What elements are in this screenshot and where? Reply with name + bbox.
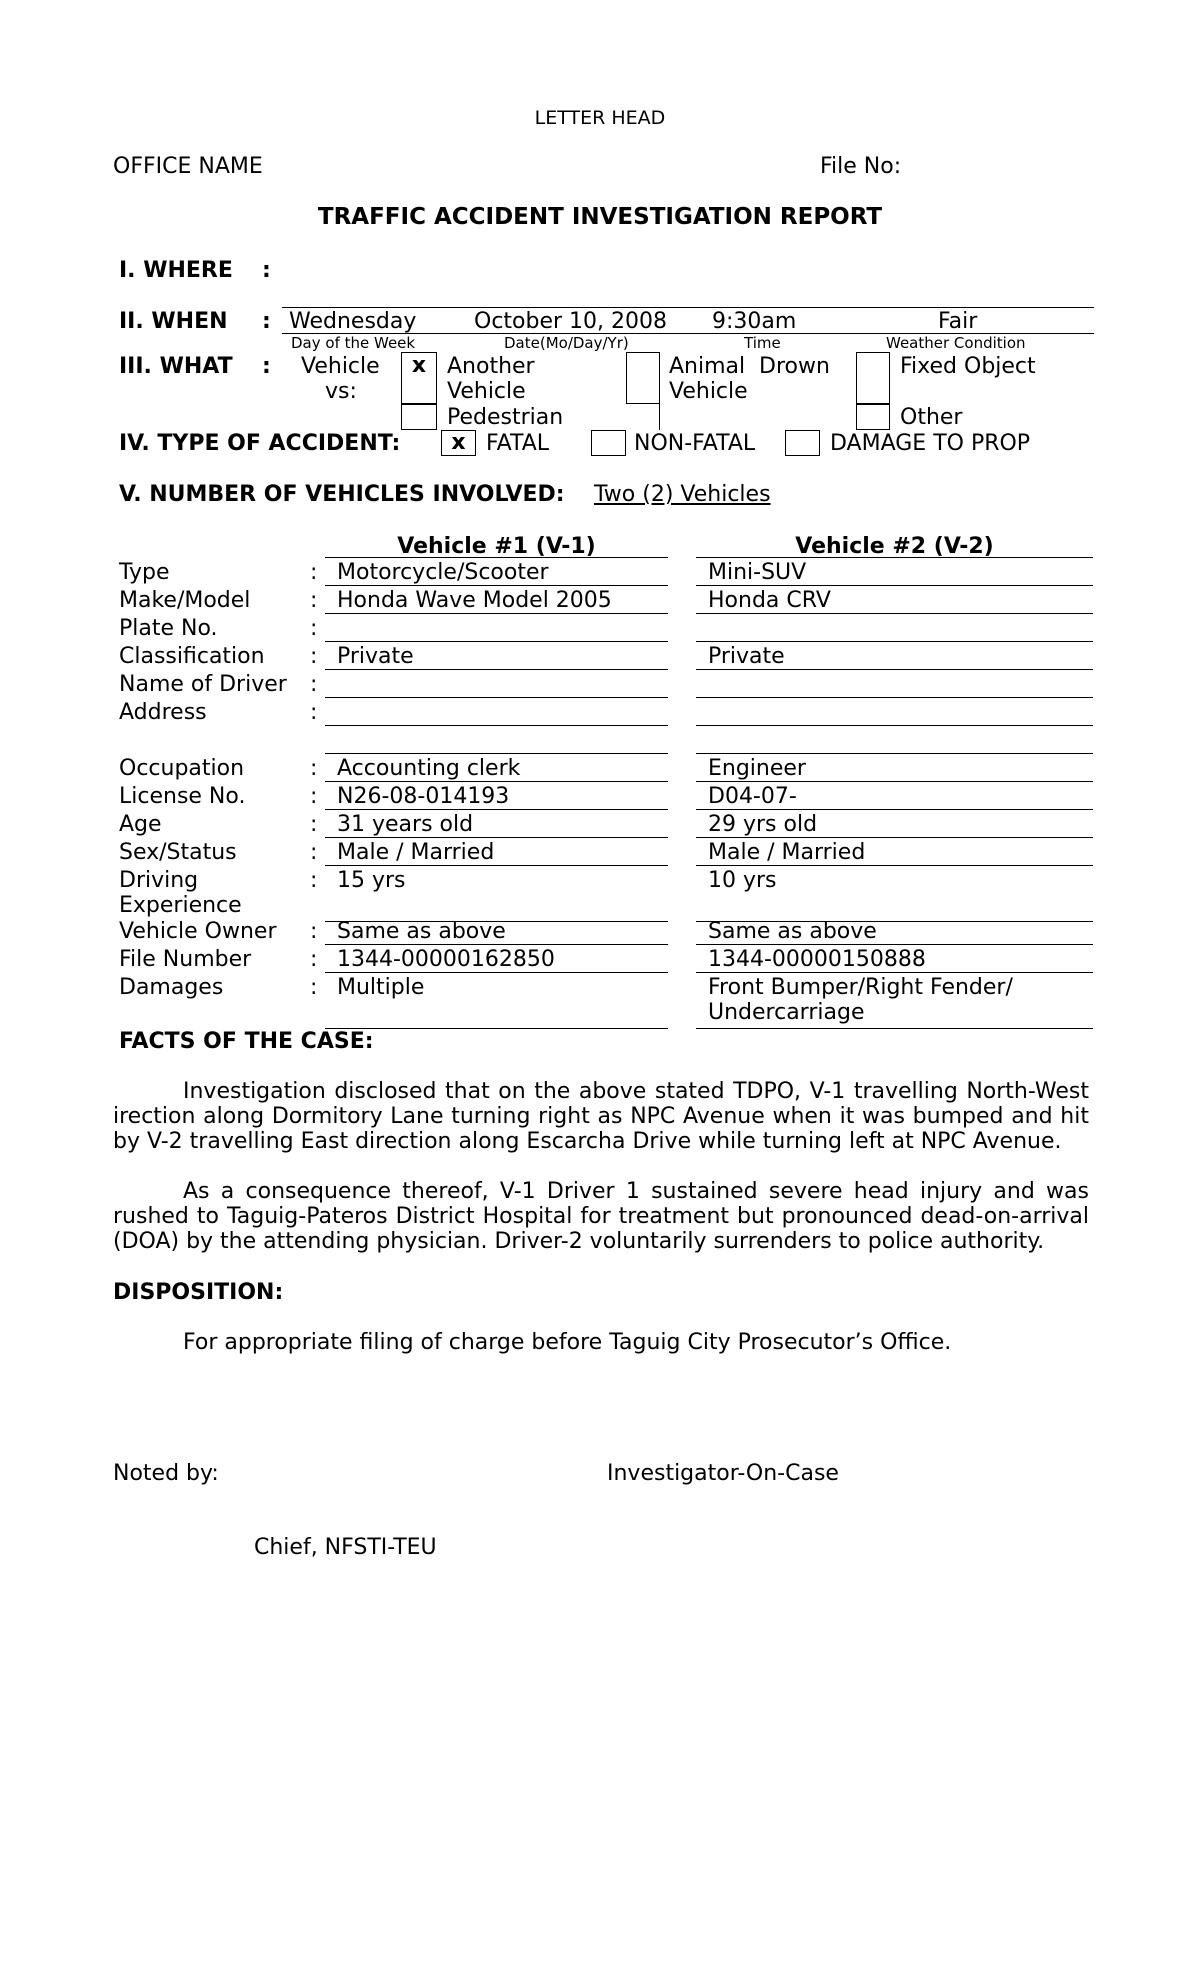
row-label: Sex/Status bbox=[119, 840, 237, 865]
animal-vehicle-checkbox[interactable] bbox=[626, 352, 660, 404]
row-label: License No. bbox=[119, 784, 246, 809]
drown-label: Drown bbox=[759, 354, 830, 379]
when-top-line bbox=[282, 307, 1094, 308]
noted-by: Noted by: bbox=[113, 1461, 219, 1486]
row-colon: : bbox=[310, 672, 318, 697]
v2-value: Same as above bbox=[708, 919, 877, 944]
v2-field-line bbox=[696, 837, 1093, 838]
v2-value: 1344-00000150888 bbox=[708, 947, 926, 972]
other-label: Other bbox=[900, 405, 963, 430]
v2-field-line bbox=[696, 697, 1093, 698]
row-label: Name of Driver bbox=[119, 672, 287, 697]
when-day: Wednesday bbox=[289, 309, 417, 334]
what-label: III. WHAT bbox=[119, 354, 233, 379]
v2-value: Honda CRV bbox=[708, 588, 831, 613]
when-weather: Fair bbox=[938, 309, 978, 334]
row-colon: : bbox=[310, 812, 318, 837]
v2-field-line bbox=[696, 641, 1093, 642]
v1-field-line bbox=[325, 972, 668, 973]
v2-field-line bbox=[696, 725, 1093, 726]
v1-field-line bbox=[325, 725, 668, 726]
v1-field-line bbox=[325, 1028, 668, 1029]
when-label: II. WHEN bbox=[119, 309, 228, 334]
v1-field-line bbox=[325, 865, 668, 866]
row-label: Occupation bbox=[119, 756, 245, 781]
row-colon: : bbox=[310, 560, 318, 585]
date-caption: Date(Mo/Day/Yr) bbox=[504, 334, 629, 352]
v2-field-line bbox=[696, 585, 1093, 586]
day-caption: Day of the Week bbox=[291, 334, 416, 352]
letter-head: LETTER HEAD bbox=[534, 107, 666, 129]
disposition-heading: DISPOSITION: bbox=[113, 1280, 284, 1305]
row-colon: : bbox=[310, 919, 318, 944]
facts-paragraph-2: As a consequence thereof, V-1 Driver 1 sustained severe head injury and was rushed to Taguig-Pateros District Hospital for treatment but pronounced dead-on-arrival (DOA) by the attending physician. Driver-2 voluntarily surrenders to police authority. bbox=[113, 1179, 1089, 1254]
non-fatal-label: NON-FATAL bbox=[634, 431, 756, 456]
v2-field-line bbox=[696, 972, 1093, 973]
where-label: I. WHERE bbox=[119, 258, 233, 283]
row-colon: : bbox=[310, 947, 318, 972]
v1-value: Accounting clerk bbox=[337, 756, 521, 781]
row-colon: : bbox=[310, 756, 318, 781]
row-label: Age bbox=[119, 812, 162, 837]
v1-value: N26-08-014193 bbox=[337, 784, 510, 809]
v1-field-line-extra bbox=[325, 753, 668, 754]
other-checkbox[interactable] bbox=[856, 404, 890, 430]
v2-value: 10 yrs bbox=[708, 868, 777, 893]
v2-field-line bbox=[696, 865, 1093, 866]
what-colon: : bbox=[262, 354, 271, 379]
row-label: Driving bbox=[119, 868, 199, 893]
fixed-object-checkbox[interactable] bbox=[856, 352, 890, 404]
v2-field-line bbox=[696, 1028, 1093, 1029]
row-label: Classification bbox=[119, 644, 265, 669]
when-time: 9:30am bbox=[712, 309, 797, 334]
another-vehicle-checkbox[interactable] bbox=[401, 352, 437, 404]
row-label: File Number bbox=[119, 947, 252, 972]
v1-header-line bbox=[325, 557, 668, 558]
time-caption: Time bbox=[744, 334, 781, 352]
facts-heading: FACTS OF THE CASE: bbox=[119, 1029, 374, 1054]
v1-field-line bbox=[325, 944, 668, 945]
non-fatal-checkbox[interactable] bbox=[591, 430, 626, 456]
row-colon: : bbox=[310, 588, 318, 613]
row-colon: : bbox=[310, 784, 318, 809]
what-vs: vs: bbox=[325, 379, 357, 404]
v1-value: 31 years old bbox=[337, 812, 474, 837]
another-vehicle-label-2: Vehicle bbox=[447, 379, 526, 404]
v2-value: Male / Married bbox=[708, 840, 866, 865]
row-colon: : bbox=[310, 616, 318, 641]
report-title: TRAFFIC ACCIDENT INVESTIGATION REPORT bbox=[317, 204, 883, 230]
row-colon: : bbox=[310, 700, 318, 725]
v2-field-line bbox=[696, 781, 1093, 782]
where-colon: : bbox=[262, 258, 271, 283]
row-label: Type bbox=[119, 560, 170, 585]
type-of-accident-label: IV. TYPE OF ACCIDENT: bbox=[119, 431, 401, 456]
v1-value: Same as above bbox=[337, 919, 506, 944]
v2-field-line bbox=[696, 669, 1093, 670]
v1-field-line bbox=[325, 809, 668, 810]
another-vehicle-label-1: Another bbox=[447, 354, 535, 379]
v2-header: Vehicle #2 (V-2) bbox=[795, 534, 994, 559]
v1-value: Private bbox=[337, 644, 414, 669]
row-label: Damages bbox=[119, 975, 224, 1000]
another-vehicle-check-mark: x bbox=[411, 353, 427, 378]
row-label-line2: Experience bbox=[119, 893, 242, 918]
pedestrian-checkbox[interactable] bbox=[401, 404, 437, 430]
v2-value: Engineer bbox=[708, 756, 806, 781]
v2-header-line bbox=[696, 557, 1093, 558]
office-name: OFFICE NAME bbox=[113, 154, 263, 179]
animal-label-1: Animal bbox=[669, 354, 746, 379]
v2-value-line2: Undercarriage bbox=[708, 1000, 865, 1025]
v2-value: D04-07- bbox=[708, 784, 797, 809]
chief-signature: Chief, NFSTI-TEU bbox=[254, 1535, 437, 1560]
when-date: October 10, 2008 bbox=[474, 309, 668, 334]
v2-value: Private bbox=[708, 644, 785, 669]
fatal-checkbox[interactable] bbox=[441, 430, 476, 456]
v2-value: Mini-SUV bbox=[708, 560, 807, 585]
row-colon: : bbox=[310, 644, 318, 669]
v1-field-line bbox=[325, 697, 668, 698]
v1-value: 1344-00000162850 bbox=[337, 947, 555, 972]
when-colon: : bbox=[262, 309, 271, 334]
facts-paragraph-1: Investigation disclosed that on the above stated TDPO, V-1 travelling North-West irection along Dormitory Lane turning right as NPC Avenue when it was bumped and hit by V-2 travelling East direction along Escarcha Drive while turning left at NPC Avenue. bbox=[113, 1079, 1089, 1154]
v1-field-line bbox=[325, 669, 668, 670]
damage-checkbox[interactable] bbox=[785, 430, 820, 456]
disposition-text: For appropriate filing of charge before Taguig City Prosecutor’s Office. bbox=[183, 1330, 952, 1355]
v1-value: 15 yrs bbox=[337, 868, 406, 893]
fatal-check-mark: x bbox=[451, 430, 466, 455]
v1-value: Honda Wave Model 2005 bbox=[337, 588, 612, 613]
row-colon: : bbox=[310, 975, 318, 1000]
fixed-object-label: Fixed Object bbox=[900, 354, 1036, 379]
v1-value: Multiple bbox=[337, 975, 425, 1000]
damage-label: DAMAGE TO PROP bbox=[830, 431, 1031, 456]
v1-field-line bbox=[325, 613, 668, 614]
v1-header: Vehicle #1 (V-1) bbox=[397, 534, 596, 559]
v2-value: Front Bumper/Right Fender/ bbox=[708, 975, 1013, 1000]
pedestrian-label: Pedestrian bbox=[447, 405, 564, 430]
investigator-on-case: Investigator-On-Case bbox=[607, 1461, 839, 1486]
v1-field-line bbox=[325, 781, 668, 782]
row-label: Make/Model bbox=[119, 588, 251, 613]
weather-caption: Weather Condition bbox=[886, 334, 1026, 352]
what-vehicle: Vehicle bbox=[301, 354, 380, 379]
vehicles-involved-label: V. NUMBER OF VEHICLES INVOLVED: bbox=[119, 482, 565, 507]
file-no-label: File No: bbox=[820, 154, 902, 179]
v2-field-line bbox=[696, 944, 1093, 945]
animal-box-tail bbox=[659, 404, 660, 430]
v1-field-line bbox=[325, 641, 668, 642]
v2-field-line bbox=[696, 809, 1093, 810]
v2-value: 29 yrs old bbox=[708, 812, 818, 837]
animal-label-2: Vehicle bbox=[669, 379, 748, 404]
v2-field-line-extra bbox=[696, 753, 1093, 754]
v1-value: Male / Married bbox=[337, 840, 495, 865]
row-label: Address bbox=[119, 700, 207, 725]
fatal-label: FATAL bbox=[486, 431, 550, 456]
v1-value: Motorcycle/Scooter bbox=[337, 560, 549, 585]
row-colon: : bbox=[310, 868, 318, 893]
v1-field-line bbox=[325, 837, 668, 838]
row-label: Plate No. bbox=[119, 616, 218, 641]
row-label: Vehicle Owner bbox=[119, 919, 277, 944]
v1-field-line bbox=[325, 585, 668, 586]
vehicles-involved-value: Two (2) Vehicles bbox=[594, 482, 771, 507]
v2-field-line bbox=[696, 613, 1093, 614]
row-colon: : bbox=[310, 840, 318, 865]
